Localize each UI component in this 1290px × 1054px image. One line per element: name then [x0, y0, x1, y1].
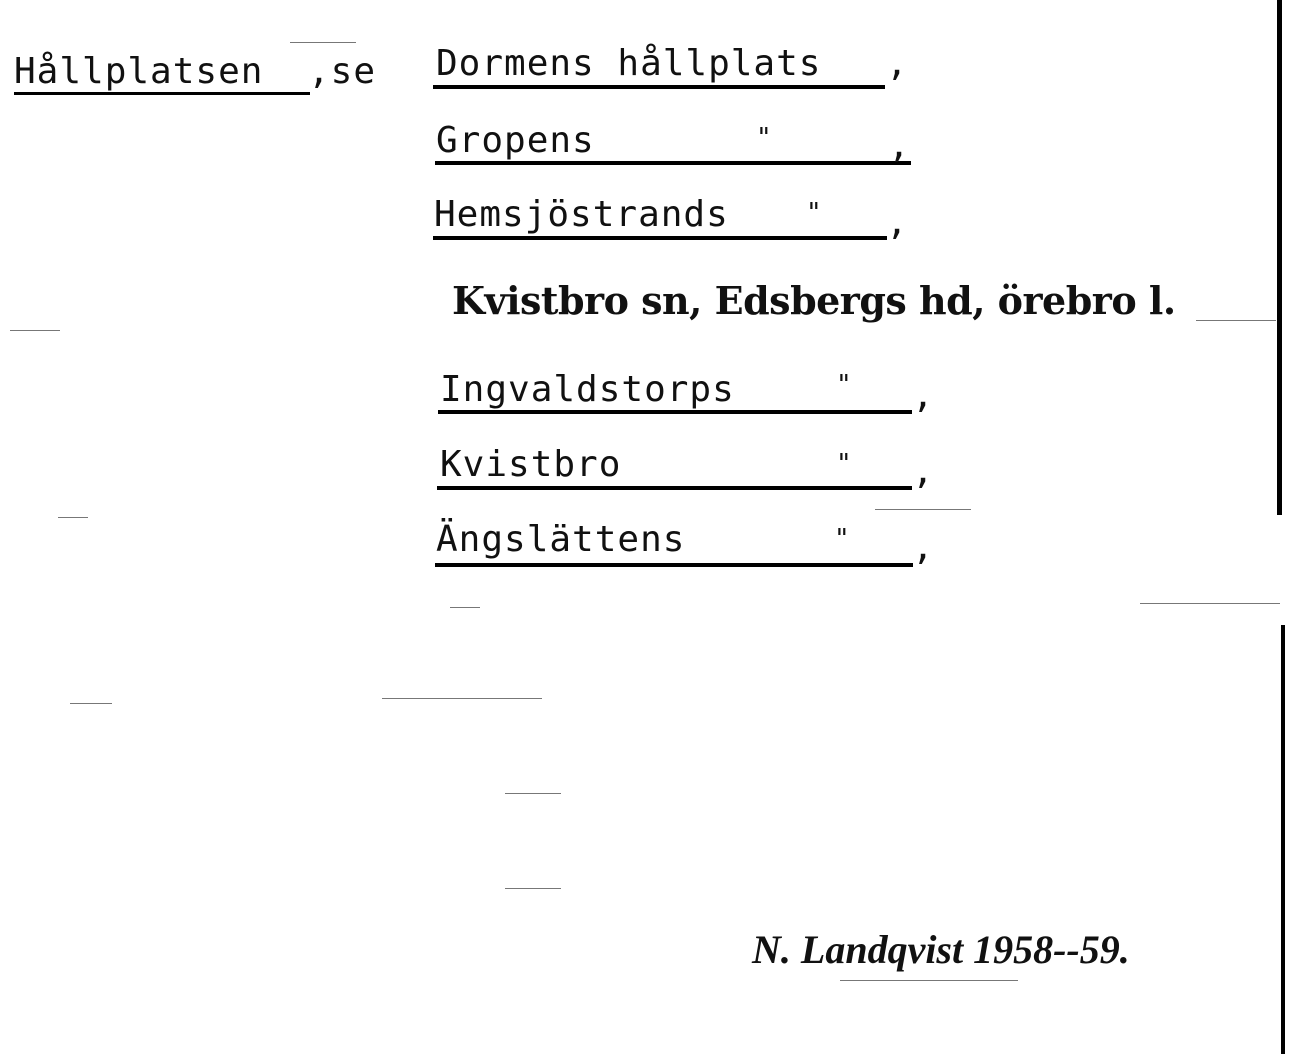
scan-speck	[1140, 603, 1280, 604]
entry-ditto-4: "	[836, 370, 852, 400]
entry-underline-6	[435, 563, 913, 567]
card-edge-line	[1277, 0, 1282, 515]
entry-punct-1: ,	[886, 43, 908, 84]
entry-ditto-6: "	[834, 524, 850, 554]
entry-punct-4: ,	[912, 375, 934, 416]
entry-name-3: Hemsjöstrands	[434, 194, 729, 235]
scan-speck	[290, 42, 356, 43]
signature: N. Landqvist 1958--59.	[752, 927, 1130, 972]
scan-speck	[382, 698, 542, 699]
scan-speck	[840, 980, 1018, 981]
scan-speck	[70, 703, 112, 704]
entry-name-4: Ingvaldstorps	[440, 369, 735, 410]
entry-underline-5	[437, 486, 912, 490]
entry-punct-5: ,	[912, 451, 934, 492]
scan-speck	[10, 330, 60, 331]
heading-suffix: ,se	[308, 51, 377, 92]
entry-underline-4	[438, 410, 912, 414]
scan-speck	[58, 517, 88, 518]
scan-speck	[505, 793, 561, 794]
heading-term-underline	[14, 92, 310, 95]
entry-underline-1	[433, 85, 885, 89]
entry-ditto-3: "	[806, 198, 822, 228]
heading-term: Hållplatsen	[14, 51, 264, 92]
entry-punct-6: ,	[912, 527, 934, 568]
scan-speck	[1196, 320, 1276, 321]
entry-underline-3	[433, 236, 887, 240]
entry-name-2: Gropens	[436, 120, 595, 161]
entry-ditto-2: "	[756, 123, 772, 153]
entry-name-6: Ängslättens	[436, 519, 686, 560]
entry-name-5: Kvistbro	[440, 444, 622, 485]
scan-speck	[875, 509, 971, 510]
entry-underline-2	[435, 161, 911, 165]
entry-punct-3: ,	[886, 202, 908, 243]
entry-ditto-5: "	[836, 449, 852, 479]
location-stamp: Kvistbro sn, Edsbergs hd, örebro l.	[452, 278, 1176, 323]
entry-name-1: Dormens hållplats	[436, 43, 822, 84]
scan-speck	[505, 888, 561, 889]
scan-speck	[450, 607, 480, 608]
entry-punct-2: ,	[888, 125, 910, 166]
card-edge-line-lower	[1281, 625, 1285, 1054]
